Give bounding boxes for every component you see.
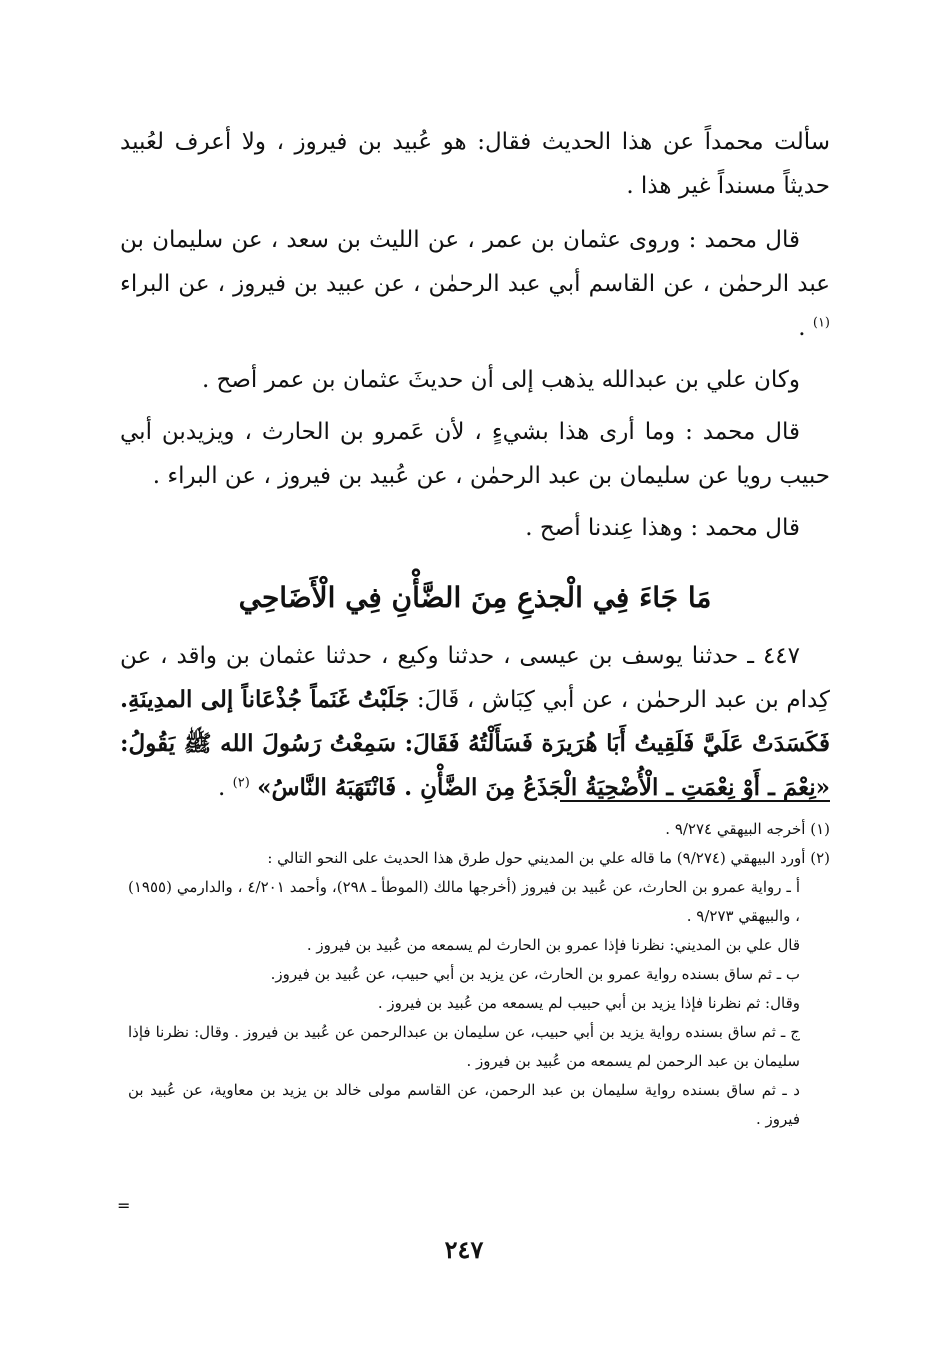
main-text [120,120,830,810]
hadith-447: ٤٤٧ ـ حدثنا يوسف بن عيسى ، حدثنا وكيع ، حدثنا عثمان بن واقد ، عن كِدام بن عبد الرحمٰن ، عن أبي كِبَاش ، قَالَ: جَلَبْتُ غَنَماً جُذْعَاناً إلى المدِينَةِ. فَكَسَدَتْ عَلَيَّ فَلَقِيتُ أَبَا هُرَيرَة فَسَأَلْتُهُ فَقَالَ: سَمِعْتُ رَسُولَ الله ﷺ يَقُولُ: «نِعْمَ ـ أَوْ نِعْمَتِ ـ الْأُضْحِيَةُ الْجَذَعُ مِنَ الضَّأْنِ . فَانْتَهَبَهُ النَّاسُ» $^{(٢)}$ . [120,643,831,801]
footnote-2-item-c: ج ـ ثم ساق بسنده رواية يزيد بن أبي حبيب، عن سليمان بن عبدالرحمن عن عُبيد بن فيروز . وقال: نظرنا فإذا سليمان بن عبد الرحمن لم يسمعه من عُبيد بن فيروز . [128,1023,800,1070]
paragraph-4: قال محمد : وما أرى هذا بشيءٍ ، لأن عَمرو بن الحارث ، ويزيدبن أبي حبيب رويا عن سليمان بن عبد الرحمٰن ، عن عُبيد بن فيروز ، عن البراء . [120,419,830,489]
paragraph-2: قال محمد : وروى عثمان بن عمر ، عن الليث بن سعد ، عن سليمان بن عبد الرحمٰن ، عن القاسم أبي عبد الرحمٰن ، عن عبيد بن فيروز ، عن البراء $^{(١)}$ . [120,227,830,341]
footnote-2-item-b: ب ـ ثم ساق بسنده رواية عمرو بن الحارث، عن يزيد بن أبي حبيب، عن عُبيد بن فيروز. [270,965,800,983]
footnote-ref-2: (٢) [232,775,250,791]
footnote-1: (١) أخرجه البيهقي ٩/٢٧٤ . [665,820,830,838]
footnote-2-item-d: د ـ ثم ساق بسنده رواية سليمان بن عبد الرحمن، عن القاسم مولى خالد بن يزيد بن معاوية، عن عُبيد بن فيروز . [128,1081,800,1128]
footnotes [128,815,830,1134]
paragraph-5: قال محمد : وهذا عِندنا أصح . [525,515,800,541]
footnote-2-comment-b: وقال: ثم نظرنا فإذا يزيد بن أبي حبيب لم يسمعه من عُبيد بن فيروز . [377,994,800,1012]
section-heading: مَا جَاءَ فِي الْجذعِ مِنَ الضَّأْنِ فِي الْأَضَاحِي [238,581,712,614]
paragraph-1: سألت محمداً عن هذا الحديث فقال: هو عُبيد بن فيروز ، ولا أعرف لعُبيد حديثاً مسنداً غير هذا . [120,129,830,199]
continuation-mark: = [117,1196,131,1215]
footnote-divider [560,800,830,802]
hadith-text: جَلَبْتُ غَنَماً جُذْعَاناً إلى المدِينَةِ. فَكَسَدَتْ عَلَيَّ فَلَقِيتُ أَبَا هُرَيرَة فَسَأَلْتُهُ فَقَالَ: سَمِعْتُ رَسُولَ الله ﷺ يَقُولُ: «نِعْمَ ـ أَوْ نِعْمَتِ ـ الْأُضْحِيَةُ الْجَذَعُ مِنَ الضَّأْنِ . فَانْتَهَبَهُ النَّاسُ» [120,686,830,801]
paragraph-2-text: قال محمد : وروى عثمان بن عمر ، عن الليث بن سعد ، عن سليمان بن عبد الرحمٰن ، عن القاسم أبي عبد الرحمٰن ، عن عبيد بن فيروز ، عن البراء [120,227,830,297]
paragraph-3: وكان علي بن عبدالله يذهب إلى أن حديثَ عثمان بن عمر أصح . [201,367,800,393]
hadith-chain: ٤٤٧ ـ حدثنا يوسف بن عيسى ، حدثنا وكيع ، حدثنا عثمان بن واقد ، عن كِدام بن عبد الرحمٰن ، عن أبي كِبَاش ، قَالَ: [120,643,831,713]
page-number: ٢٤٧ [444,1235,484,1264]
footnote-2: (٢) أورد البيهقي (٩/٢٧٤) ما قاله علي بن المديني حول طرق هذا الحديث على النحو التالي : [267,849,830,867]
footnote-2-item-a: أ ـ رواية عمرو بن الحارث، عن عُبيد بن فيروز (أخرجها مالك (الموطأ ـ ٢٩٨)، وأحمد ٤/٢٠١ ، والدارمي (١٩٥٥) ، والبيهقي ٩/٢٧٣ . [128,878,800,925]
footnote-2-comment-a: قال علي بن المديني: نظرنا فإذا عمرو بن الحارث لم يسمعه من عُبيد بن فيروز . [306,936,800,954]
footnote-ref-1: (١) [812,315,830,331]
